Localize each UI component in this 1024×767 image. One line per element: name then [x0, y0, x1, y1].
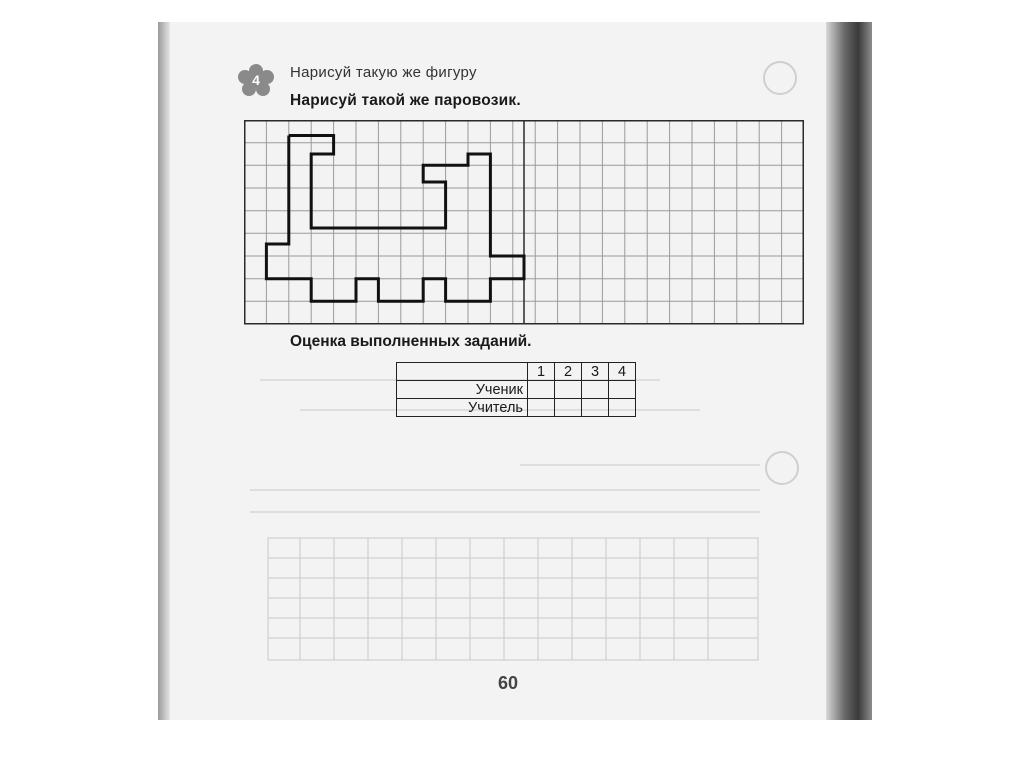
book-spine-shadow: [826, 22, 872, 720]
grade-cell[interactable]: [528, 399, 555, 417]
evaluation-row-teacher: [397, 399, 636, 417]
flower-badge-icon: [236, 64, 276, 96]
locomotive-outline: [266, 136, 524, 302]
grade-cell[interactable]: [582, 381, 609, 399]
evaluation-col-3: 3: [582, 363, 609, 381]
grade-cell[interactable]: [609, 399, 636, 417]
task-heading: Нарисуй такую же фигуру: [290, 64, 477, 81]
row-label-teacher: Учитель: [397, 399, 528, 417]
evaluation-col-2: 2: [555, 363, 582, 381]
evaluation-table: [396, 362, 636, 417]
evaluation-row-student: [397, 381, 636, 399]
page-left-shadow: [158, 22, 170, 720]
evaluation-header-row: [397, 363, 636, 381]
row-label-student: Ученик: [397, 381, 528, 399]
grade-cell[interactable]: [609, 381, 636, 399]
grade-cell[interactable]: [582, 399, 609, 417]
page-number: 60: [498, 673, 519, 693]
evaluation-col-1: 1: [528, 363, 555, 381]
grade-cell[interactable]: [555, 399, 582, 417]
evaluation-title: Оценка выполненных заданий.: [290, 333, 532, 350]
evaluation-corner-cell: [397, 363, 528, 381]
evaluation-col-4: 4: [609, 363, 636, 381]
task-instruction: Нарисуй такой же паровозик.: [290, 92, 521, 109]
task-number: 4: [252, 72, 260, 88]
grade-cell[interactable]: [528, 381, 555, 399]
drawing-grid: [244, 120, 804, 326]
grade-cell[interactable]: [555, 381, 582, 399]
